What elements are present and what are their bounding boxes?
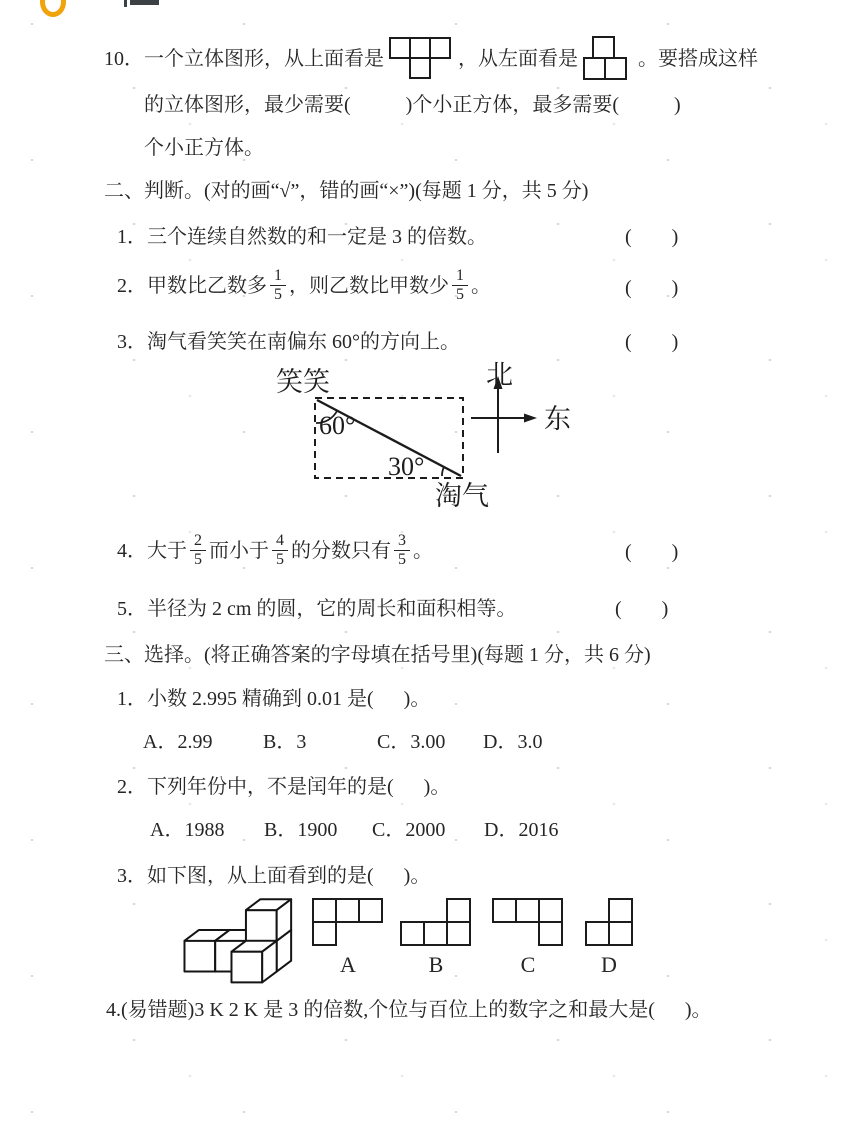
fraction-3-5: $\frac{3}{5}$ bbox=[394, 532, 410, 569]
judge-q4-text-d: 。 bbox=[413, 540, 433, 562]
q10-text-c: 。要搭成这样 bbox=[638, 48, 758, 70]
choice-section-title: 三、选择。(将正确答案的字母填在括号里)(每题 1 分，共 6 分) bbox=[104, 644, 651, 666]
option-b-shape bbox=[400, 898, 472, 947]
top-view-shape bbox=[389, 36, 453, 82]
judge-q4 bbox=[117, 524, 433, 578]
direction-diagram bbox=[268, 358, 602, 520]
judge-q4-answer-blank: ( ) bbox=[625, 541, 679, 563]
logo-mark-icon bbox=[124, 0, 127, 7]
option-b-label: B bbox=[428, 952, 444, 977]
judge-q4-text-b: 而小于 bbox=[209, 540, 269, 562]
option-c-label: C bbox=[520, 952, 536, 977]
judge-q3: 3．淘气看笑笑在南偏东 60°的方向上。 bbox=[117, 331, 460, 353]
choice-q4: 4.(易错题)3 K 2 K 是 3 的倍数,个位与百位上的数字之和最大是( )。 bbox=[106, 999, 712, 1021]
xiaoxiao-label: 笑笑 bbox=[276, 367, 330, 397]
angle-30-label: 30° bbox=[388, 452, 425, 481]
option-c-shape bbox=[492, 898, 564, 947]
fraction-4-5: $\frac{4}{5}$ bbox=[272, 532, 288, 569]
logo-ring-icon bbox=[40, 0, 66, 17]
judge-q2-answer-blank: ( ) bbox=[625, 277, 679, 299]
fraction-1-5: $\frac{1}{5}$ bbox=[270, 267, 286, 304]
choice-q2-option-d: D．2016 bbox=[484, 819, 559, 841]
judge-q5: 5．半径为 2 cm 的圆，它的周长和面积相等。 bbox=[117, 598, 517, 620]
choice-q3: 3．如下图，从上面看到的是( )。 bbox=[117, 865, 431, 887]
fraction-1-5: $\frac{1}{5}$ bbox=[452, 267, 468, 304]
choice-q2-option-c: C．2000 bbox=[372, 819, 446, 841]
judge-q1: 1．三个连续自然数的和一定是 3 的倍数。 bbox=[117, 226, 487, 248]
q10-text-b: ，从左面看是 bbox=[458, 48, 578, 70]
judge-q2 bbox=[117, 260, 491, 312]
choice-q1-option-d: D．3.0 bbox=[483, 731, 543, 753]
question-10-line3: 个小正方体。 bbox=[144, 137, 264, 159]
fraction-2-5: $\frac{2}{5}$ bbox=[190, 532, 206, 569]
east-arrow-icon bbox=[524, 414, 537, 423]
option-d-label: D bbox=[601, 952, 617, 977]
taoqi-label: 淘气 bbox=[435, 481, 489, 511]
question-10-line1 bbox=[104, 36, 758, 82]
judge-q2-text-a: 2．甲数比乙数多 bbox=[117, 275, 267, 297]
judge-q2-text-c: 。 bbox=[471, 275, 491, 297]
choice-q2: 2．下列年份中，不是闰年的是( )。 bbox=[117, 776, 451, 798]
choice-q1: 1．小数 2.995 精确到 0.01 是( )。 bbox=[117, 688, 431, 710]
logo-bar-icon bbox=[130, 0, 159, 5]
choice-q1-option-a: A．2.99 bbox=[143, 731, 213, 753]
choice-q2-option-b: B．1900 bbox=[264, 819, 338, 841]
choice-q1-option-b: B．3 bbox=[263, 731, 307, 753]
judge-q2-text-b: ，则乙数比甲数少 bbox=[289, 275, 449, 297]
judge-q5-answer-blank: ( ) bbox=[615, 598, 669, 620]
option-a-shape bbox=[312, 898, 384, 947]
option-d-shape bbox=[585, 898, 634, 947]
judge-section-title: 二、判断。(对的画“√”，错的画“×”)(每题 1 分，共 5 分) bbox=[104, 180, 589, 202]
north-label: 北 bbox=[486, 360, 513, 390]
angle-60-label: 60° bbox=[319, 411, 356, 440]
cube-figure bbox=[168, 892, 304, 986]
judge-q4-text-a: 4．大于 bbox=[117, 540, 187, 562]
judge-q1-answer-blank: ( ) bbox=[625, 226, 679, 248]
choice-q2-option-a: A．1988 bbox=[150, 819, 225, 841]
judge-q4-text-c: 的分数只有 bbox=[291, 540, 391, 562]
left-view-shape bbox=[583, 36, 633, 82]
option-a-label: A bbox=[340, 952, 356, 977]
question-10-line2: 的立体图形，最少需要( )个小正方体，最多需要( ) bbox=[144, 94, 681, 116]
east-label: 东 bbox=[544, 404, 571, 434]
choice-q1-option-c: C．3.00 bbox=[377, 731, 446, 753]
q10-text-a: 10．一个立体图形，从上面看是 bbox=[104, 48, 384, 70]
judge-q3-answer-blank: ( ) bbox=[625, 331, 679, 353]
